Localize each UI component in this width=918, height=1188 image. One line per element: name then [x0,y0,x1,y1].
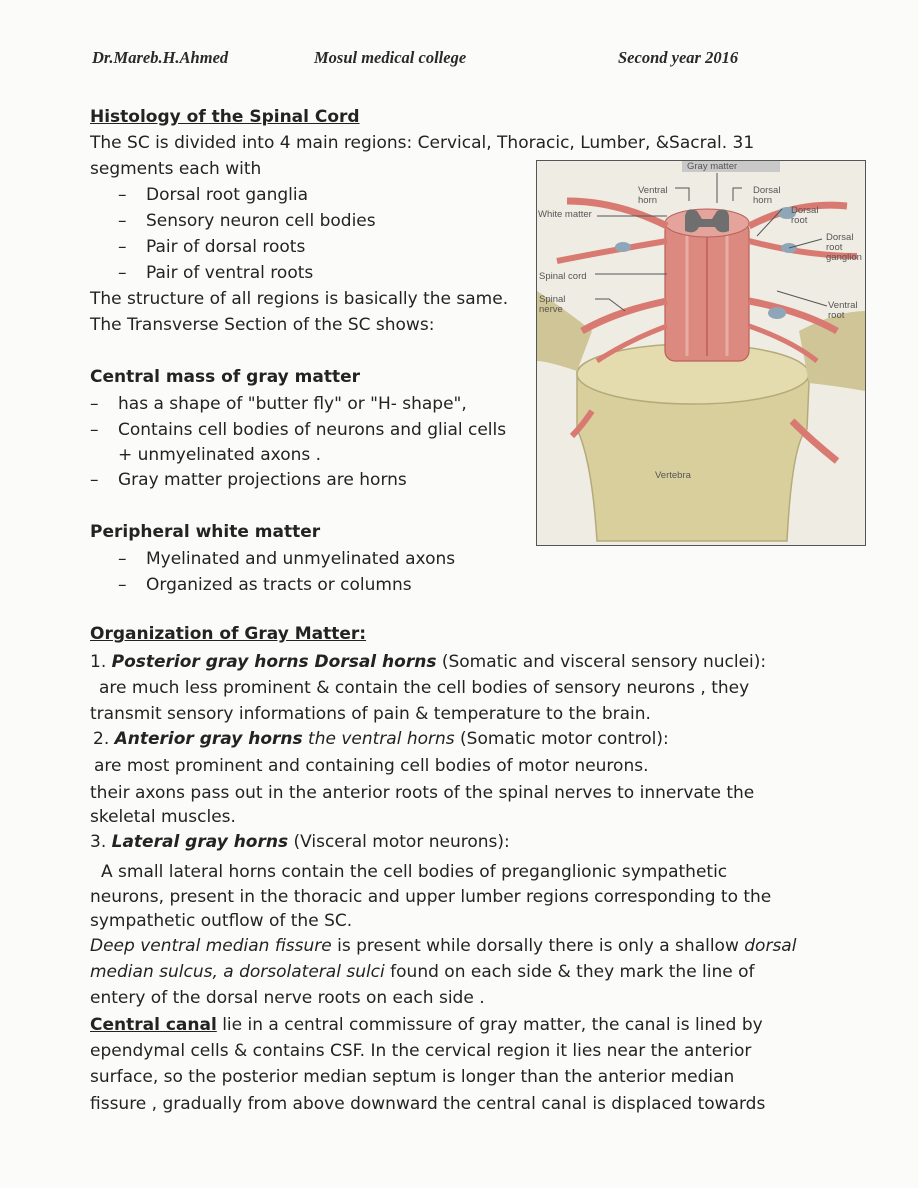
dash-bullet: – [118,237,127,257]
text-line: fissure , gradually from above downward the central canal is displaced towards [90,1094,766,1114]
list-item: Dorsal root ganglia [146,185,309,205]
text-line: are most prominent and containing cell bodies of motor neurons. [94,756,649,776]
text-line: neurons, present in the thoracic and upper lumber regions corresponding to the [90,887,772,907]
text-line: median sulcus, a dorsolateral sulci found on each side & they mark the line of [90,962,755,982]
heading-white-matter: Peripheral white matter [90,522,321,542]
list-item: Organized as tracts or columns [146,575,412,595]
text-line: are much less prominent & contain the cell bodies of sensory neurons , they [99,678,750,698]
paragraph-median-fissure: Deep ventral median fissure is present while dorsally there is only a shallow dorsal [90,936,797,956]
list-item: Contains cell bodies of neurons and glial cells [118,420,507,440]
text-line: skeletal muscles. [90,807,236,827]
intro-line-1: The SC is divided into 4 main regions: Cervical, Thoracic, Lumber, &Sacral. 31 [90,133,755,153]
dash-bullet: – [118,185,127,205]
list-item: Myelinated and unmyelinated axons [146,549,456,569]
label-spinal-cord: Spinal cord [539,271,587,282]
intro-line-3: The structure of all regions is basically the same. [90,289,509,309]
paragraph-lateral-horns: 3. Lateral gray horns (Visceral motor neurons): [90,832,510,852]
paragraph-anterior-horns: 2. Anterior gray horns the ventral horns (Somatic motor control): [93,729,669,749]
college-name: Mosul medical college [314,48,467,67]
label-vertebra: Vertebra [655,470,691,481]
text-line: entery of the dorsal nerve roots on each side . [90,988,485,1008]
label-dorsal-root: Dorsal root [791,205,819,226]
dash-bullet: – [90,470,99,490]
section-title-histology: Histology of the Spinal Cord [90,107,360,127]
label-spinal-nerve: Spinal nerve [539,294,566,315]
text-line: surface, so the posterior median septum is longer than the anterior median [90,1067,735,1087]
label-ventral-root: Ventral root [828,300,858,321]
paragraph-posterior-horns: 1. Posterior gray horns Dorsal horns (Somatic and visceral sensory nuclei): [90,652,767,672]
text-line: their axons pass out in the anterior roots of the spinal nerves to innervate the [90,783,755,803]
label-white-matter: White matter [538,209,592,220]
dash-bullet: – [90,420,99,440]
list-item: Sensory neuron cell bodies [146,211,376,231]
heading-organization: Organization of Gray Matter: [90,624,367,644]
list-item: Pair of dorsal roots [146,237,306,257]
text-line: ependymal cells & contains CSF. In the cervical region it lies near the anterior [90,1041,752,1061]
text-line: transmit sensory informations of pain & temperature to the brain. [90,704,651,724]
intro-line-2: segments each with [90,159,262,179]
spinal-cord-figure [536,160,866,546]
dash-bullet: – [118,575,127,595]
list-item-continuation: + unmyelinated axons . [118,445,322,465]
author-name: Dr.Mareb.H.Ahmed [92,48,229,67]
intro-line-4: The Transverse Section of the SC shows: [90,315,435,335]
year-label: Second year 2016 [618,48,739,67]
dash-bullet: – [118,263,127,283]
dash-bullet: – [90,394,99,414]
dash-bullet: – [118,211,127,231]
label-ventral-horn: Ventral horn [638,185,668,206]
dash-bullet: – [118,549,127,569]
list-item: Pair of ventral roots [146,263,314,283]
label-gray-matter: Gray matter [687,161,738,172]
label-dorsal-horn: Dorsal horn [753,185,781,206]
text-line: sympathetic outflow of the SC. [90,911,353,931]
list-item: Gray matter projections are horns [118,470,407,490]
list-item: has a shape of "butter fly" or "H- shape", [118,394,467,414]
heading-gray-matter: Central mass of gray matter [90,367,361,387]
paragraph-central-canal: Central canal lie in a central commissure of gray matter, the canal is lined by [90,1015,763,1035]
label-dorsal-root-ganglion: Dorsal root ganglion [826,232,862,263]
text-line: A small lateral horns contain the cell bodies of preganglionic sympathetic [101,862,728,882]
